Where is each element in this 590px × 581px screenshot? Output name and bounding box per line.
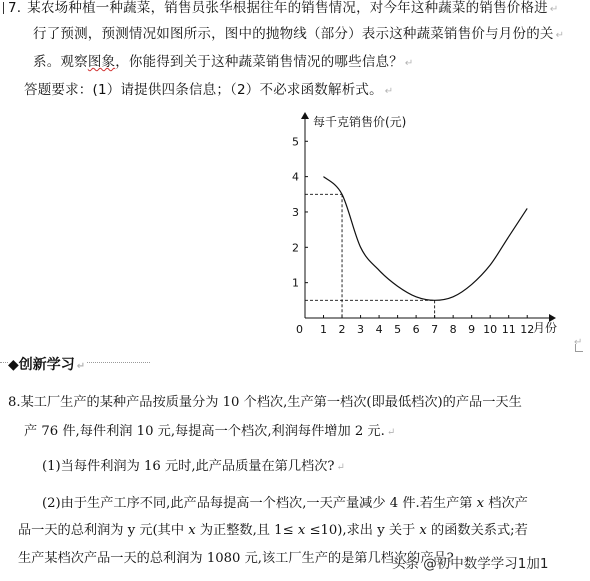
x-tick-label: 8 bbox=[449, 323, 457, 336]
x-tick-label: 6 bbox=[412, 323, 420, 336]
y-tick-label: 1 bbox=[292, 276, 299, 290]
para-mark: ↵ bbox=[384, 86, 394, 97]
y-tick-label: 5 bbox=[292, 135, 299, 149]
y-tick-label: 4 bbox=[292, 170, 299, 184]
x-tick-label: 11 bbox=[501, 323, 516, 336]
para-mark: ↵ bbox=[76, 361, 86, 372]
x-tick-label: 2 bbox=[338, 323, 346, 336]
parabola-curve bbox=[324, 177, 528, 301]
x-tick-label: 9 bbox=[468, 323, 476, 336]
x-tick-label: 4 bbox=[375, 323, 383, 336]
q7-text-2: 行了预测，预测情况如图所示，图中的抛物线（部分）表示这种蔬菜销售价与月份的关 bbox=[33, 26, 554, 42]
q8-line5 bbox=[18, 523, 528, 539]
q8-line1 bbox=[8, 395, 522, 411]
q8-var-x: x bbox=[476, 496, 485, 511]
q8-line5-d: 的函数关系式;若 bbox=[426, 523, 528, 538]
para-mark: ↵ bbox=[555, 30, 565, 41]
q8-var-x: x bbox=[419, 523, 427, 538]
q7-text-3a: 系。观察 bbox=[33, 54, 88, 70]
q8-line6 bbox=[18, 551, 454, 567]
watermark-text: 头条 @初中数学学习1加1 bbox=[392, 556, 549, 572]
q7-line1 bbox=[8, 0, 558, 18]
section-title: 创新学习 bbox=[18, 357, 75, 373]
q8-sub2-text-a: (2)由于生产工序不同,此产品每提高一个档次,一天产量减少 4 件.若生产第 bbox=[42, 496, 477, 511]
para-mark: ↵ bbox=[386, 427, 396, 438]
y-tick-label: 3 bbox=[292, 205, 299, 219]
q8-sub1-text: (1)当每件利润为 16 元时,此产品质量在第几档次? bbox=[42, 459, 335, 474]
q7-text-3c: ，你能得到关于这种蔬菜销售情况的哪些信息？ bbox=[115, 54, 403, 70]
q7-requirements bbox=[24, 82, 393, 100]
x-tick-label: 3 bbox=[357, 323, 365, 336]
para-mark: ↵ bbox=[549, 4, 559, 15]
section-heading bbox=[8, 354, 87, 374]
para-mark: ↵ bbox=[404, 58, 414, 69]
margin-bar bbox=[3, 2, 4, 14]
q8-line6-text: 生产某档次产品一天的总利润为 1080 元,该工厂生产的是第几档次的产品? bbox=[18, 551, 454, 566]
q8-sub2-text-b: 档次产 bbox=[484, 496, 528, 511]
q8-sub1 bbox=[42, 459, 345, 476]
q8-line5-b: 为正整数,且 1≤ bbox=[195, 523, 298, 538]
origin-label: 0 bbox=[296, 323, 303, 336]
x-tick-label: 12 bbox=[520, 323, 535, 336]
q8-sub2 bbox=[42, 496, 528, 512]
para-mark: ↵ bbox=[336, 462, 345, 473]
q8-text-2: 产 76 件,每件利润 10 元,每提高一个档次,利润每件增加 2 元. bbox=[24, 424, 385, 439]
price-chart bbox=[285, 110, 585, 342]
y-tick-label: 2 bbox=[292, 241, 299, 255]
q8-var-x: x bbox=[188, 523, 196, 538]
q8-text-1: 8.某工厂生产的某种产品按质量分为 10 个档次,生产第一档次(即最低档次)的产品一天生 bbox=[8, 395, 522, 410]
q8-line2 bbox=[24, 424, 395, 441]
q7-req-text: 答题要求：(1）请提供四条信息；（2）不必求函数解析式。 bbox=[24, 82, 383, 98]
q8-var-x: x bbox=[297, 523, 306, 538]
watermark bbox=[392, 552, 548, 572]
x-tick-label: 7 bbox=[431, 323, 439, 336]
para-mark: ↵ bbox=[574, 337, 583, 348]
q7-text-1: 某农场种植一种蔬菜，销售员张华根据往年的销售情况，对今年这种蔬菜的销售价格进 bbox=[27, 0, 548, 16]
x-tick-label: 5 bbox=[394, 323, 402, 336]
q7-line3 bbox=[33, 54, 414, 72]
q8-line5-c: ≤10),求出 y 关于 bbox=[305, 523, 420, 538]
y-axis-label: 每千克销售价(元) bbox=[313, 115, 407, 129]
q8-line5-a: 品一天的总利润为 y 元(其中 bbox=[18, 523, 189, 538]
x-tick-label: 10 bbox=[483, 323, 498, 336]
x-axis-label: 月份 bbox=[533, 321, 558, 335]
q7-line2 bbox=[33, 26, 564, 44]
q7-number: 7. bbox=[8, 0, 22, 16]
margin-corner-mark bbox=[575, 344, 583, 352]
diamond-bullet-icon: ◆ bbox=[8, 357, 19, 373]
x-tick-label: 1 bbox=[320, 323, 328, 336]
q7-text-3b: 图象 bbox=[87, 54, 116, 70]
